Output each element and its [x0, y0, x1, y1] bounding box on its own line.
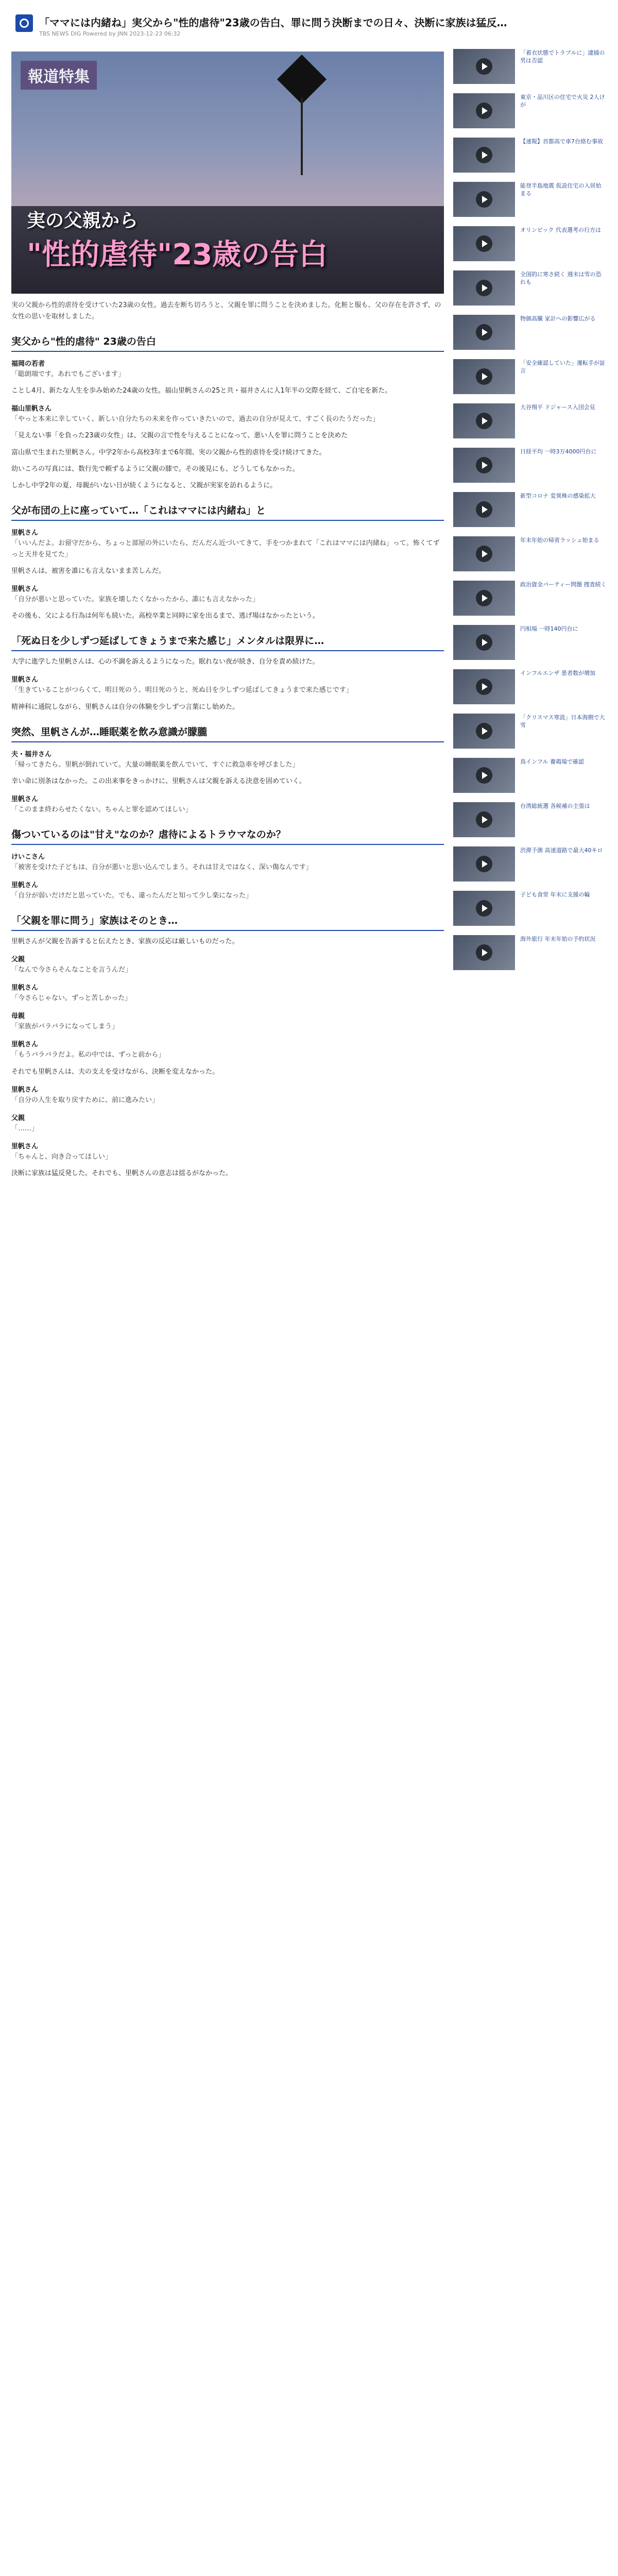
play-icon: [476, 58, 492, 75]
quote-text: 「もうバラバラだよ。私の中では、ずっと前から」: [11, 1051, 165, 1059]
video-thumbnail[interactable]: [453, 359, 515, 394]
video-title-link[interactable]: オリンピック 代表選考の行方は: [520, 227, 602, 233]
play-icon: [476, 856, 492, 872]
sign-pole: [301, 98, 303, 175]
video-thumbnail[interactable]: [453, 758, 515, 793]
video-title-link[interactable]: 東京・品川区の住宅で火災 2人けが: [520, 94, 605, 109]
video-thumbnail[interactable]: [453, 846, 515, 882]
news-logo[interactable]: [15, 14, 33, 32]
video-title-link[interactable]: 子ども食堂 年末に支援の輪: [520, 891, 590, 898]
video-list-item[interactable]: [453, 93, 608, 133]
paragraph: 決断に家族は猛反発した。それでも、里帆さんの意志は揺るがなかった。: [11, 1169, 233, 1177]
video-list-item[interactable]: [453, 891, 608, 931]
video-title-link[interactable]: 円相場 一時140円台に: [520, 625, 578, 632]
play-icon: [476, 235, 492, 252]
paragraph: ことし4月、新たな人生を歩み始めた24歳の女性。福山里帆さんの25と共・福井さんに人1年半の交際を経て、ご自宅を新た。: [11, 387, 392, 395]
section-heading: 父が布団の上に座っていて…「これはママには内緒ね」と: [11, 503, 444, 521]
play-icon: [476, 413, 492, 429]
article-main: [11, 52, 444, 1184]
paragraph: 大学に進学した里帆さんは、心の不調を訴えるようになった。眠れない夜が続き、自分を責め続けた。: [11, 658, 319, 666]
video-title-link[interactable]: 能登半島地震 仮設住宅の入居始まる: [520, 182, 602, 197]
paragraph: その後も、父による行為は何年も続いた。高校卒業と同時に家を出るまで、逃げ場はなかったという。: [11, 612, 319, 620]
video-list-item[interactable]: [453, 226, 608, 266]
paragraph: 幸い命に別条はなかった。この出来事をきっかけに、里帆さんは父親を訴える決意を固めていく。: [11, 777, 306, 785]
speaker-name: 里帆さん: [11, 984, 39, 992]
quote-text: 「このまま終わらせたくない。ちゃんと罪を認めてほしい」: [11, 805, 192, 814]
quote-text: 「聡朗端です。あれでもございます」: [11, 370, 125, 379]
video-list-item[interactable]: [453, 270, 608, 311]
play-icon: [476, 147, 492, 163]
hero-image[interactable]: [11, 52, 444, 294]
quote-text: 「自分が悪いと思っていた。家族を壊したくなかったから、誰にも言えなかった」: [11, 596, 260, 604]
play-icon: [476, 324, 492, 341]
video-title-link[interactable]: インフルエンザ 患者数が増加: [520, 670, 596, 676]
video-title-link[interactable]: 日経平均 一時3万4000円台に: [520, 448, 597, 455]
video-title-link[interactable]: 政治資金パーティー問題 捜査続く: [520, 581, 607, 588]
speaker-name: 里帆さん: [11, 676, 39, 684]
article-sections: [11, 334, 444, 1179]
quote-text: 「生きていることがつらくて、明日死のう、明日死のうと、死ぬ日を少しずつ延ばしてきょうまで来た感じです」: [11, 686, 353, 694]
quote-text: 「自分が弱いだけだと思っていた。でも、違ったんだと知って少し楽になった」: [11, 891, 253, 900]
video-list-item[interactable]: [453, 935, 608, 975]
section-heading: 実父から"性的虐待" 23歳の告白: [11, 334, 444, 352]
speaker-name: 里帆さん: [11, 1041, 39, 1049]
paragraph: 里帆さんは、被害を誰にも言えないまま苦しんだ。: [11, 567, 166, 575]
article-intro: 実の父親から性的虐待を受けていた23歳の女性。過去を断ち切ろうと、父親を罪に問うことを決めました。化粧と服も、父の存在を許さず、の女性の思いを取材しました。: [11, 301, 441, 321]
video-list-item[interactable]: [453, 182, 608, 222]
play-icon: [476, 457, 492, 473]
speaker-name: 母親: [11, 1012, 25, 1021]
play-icon: [476, 767, 492, 784]
quote-text: 「いいんだよ。お留守だから、ちょっと部屋の外にいたら、だんだん近づいてきて、手をつかまれて「これはママには内緒ね」って。怖くてずっと天井を見てた」: [11, 539, 440, 558]
play-icon: [476, 900, 492, 917]
video-thumbnail[interactable]: [453, 403, 515, 438]
video-thumbnail[interactable]: [453, 448, 515, 483]
video-thumbnail[interactable]: [453, 714, 515, 749]
video-thumbnail[interactable]: [453, 49, 515, 84]
play-icon: [476, 944, 492, 961]
speaker-name: 里帆さん: [11, 1142, 39, 1150]
article-header: [15, 14, 603, 45]
paragraph: 幼いころの写真には、数行先で頼ずるように父親の膝で。その後見にも、どうしてもなかった。: [11, 465, 299, 473]
video-list-item[interactable]: [453, 625, 608, 665]
video-list-item[interactable]: [453, 846, 608, 887]
speaker-name: 父親: [11, 1114, 25, 1122]
play-icon: [476, 103, 492, 119]
speaker-name: 里帆さん: [11, 795, 39, 803]
video-thumbnail[interactable]: [453, 226, 515, 261]
play-icon: [476, 679, 492, 695]
quote-text: 「なんで今さらそんなことを言うんだ」: [11, 966, 132, 974]
video-thumbnail[interactable]: [453, 492, 515, 527]
video-list-item[interactable]: [453, 138, 608, 178]
video-thumbnail[interactable]: [453, 669, 515, 704]
video-list-item[interactable]: [453, 49, 608, 89]
speaker-name: 里帆さん: [11, 585, 39, 594]
video-thumbnail[interactable]: [453, 270, 515, 306]
play-icon: [476, 191, 492, 208]
program-tag: 報道特集: [21, 61, 97, 90]
road-sign: [277, 55, 327, 104]
quote-text: 「自分の人生を取り戻すために、前に進みたい」: [11, 1096, 159, 1104]
hero-caption-1: 実の父親から: [27, 210, 139, 231]
paragraph: しかし中学2年の夏、母親がいない日が続くようになると、父親が実家を訪れるように。: [11, 481, 277, 489]
video-title-link[interactable]: 物価高騰 家計への影響広がる: [520, 315, 596, 322]
paragraph: それでも里帆さんは、夫の支えを受けながら、決断を変えなかった。: [11, 1067, 219, 1076]
video-list-item[interactable]: [453, 492, 608, 532]
video-list-item[interactable]: [453, 758, 608, 798]
play-icon: [476, 546, 492, 562]
paragraph: 「見えない事「を負った23歳の女性」は、父親の言で性を与えることになって、悪い人を罪に問うことを決めた: [11, 432, 348, 440]
article-meta: TBS NEWS DIG Powered by JNN 2023-12-23 06:32: [39, 30, 181, 37]
speaker-name: 里帆さん: [11, 529, 39, 537]
video-title-link[interactable]: 「安全確認していた」運転手が証言: [520, 360, 605, 375]
play-icon: [476, 501, 492, 518]
play-icon: [476, 368, 492, 385]
speaker-name: けいこさん: [11, 853, 45, 861]
play-icon: [476, 590, 492, 606]
video-title-link[interactable]: 新型コロナ 変異株の感染拡大: [520, 493, 596, 499]
speaker-name: 里帆さん: [11, 1086, 39, 1094]
video-list-item[interactable]: [453, 802, 608, 842]
play-icon: [476, 811, 492, 828]
video-title-link[interactable]: 渋滞予測 高速道路で最大40キロ: [520, 847, 603, 854]
paragraph: 富山県で生まれた里帆さん。中学2年から高校3年まで6年間、実の父親から性的虐待を受け続けてきた。: [11, 448, 326, 456]
video-thumbnail[interactable]: [453, 138, 515, 173]
section-heading: 「父親を罪に問う」家族はそのとき…: [11, 913, 444, 931]
video-title-link[interactable]: 台湾総統選 各候補の主張は: [520, 803, 590, 809]
quote-text: 「やっと本来に幸していく、新しい自分たちの未来を作っていきたいので、過去の自分が見えて、すごく長のたうだった」: [11, 415, 380, 423]
video-thumbnail[interactable]: [453, 891, 515, 926]
video-list-item[interactable]: [453, 669, 608, 709]
video-title-link[interactable]: 「クリスマス寒波」日本海側で大雪: [520, 714, 605, 729]
video-thumbnail[interactable]: [453, 935, 515, 970]
video-thumbnail[interactable]: [453, 93, 515, 128]
video-title-link[interactable]: 年末年始の帰省ラッシュ始まる: [520, 537, 599, 544]
video-title-link[interactable]: 全国的に寒さ続く 週末は雪の恐れも: [520, 271, 602, 286]
paragraph: 精神科に通院しながら、里帆さんは自分の体験を少しずつ言葉にし始めた。: [11, 703, 239, 711]
paragraph: 里帆さんが父親を告訴すると伝えたとき、家族の反応は厳しいものだった。: [11, 938, 239, 946]
video-list-item[interactable]: [453, 536, 608, 577]
video-thumbnail[interactable]: [453, 315, 515, 350]
video-title-link[interactable]: 【速報】首都高で車7台絡む事故: [520, 138, 603, 145]
quote-text: 「今さらじゃない。ずっと苦しかった」: [11, 994, 132, 1003]
video-title-link[interactable]: 海外旅行 年末年始の予約状況: [520, 936, 596, 942]
video-title-link[interactable]: 大谷翔平 ドジャース入団会見: [520, 404, 595, 411]
speaker-name: 里帆さん: [11, 881, 39, 889]
video-thumbnail[interactable]: [453, 581, 515, 616]
speaker-name: 父親: [11, 956, 25, 964]
speaker-name: 夫・福井さん: [11, 750, 52, 758]
video-list-item[interactable]: [453, 315, 608, 355]
section-heading: 突然、里帆さんが…睡眠薬を飲み意識が朦朧: [11, 724, 444, 742]
section-heading: 傷ついているのは"甘え"なのか？虐待によるトラウマなのか？: [11, 827, 444, 845]
play-icon: [476, 634, 492, 651]
play-icon: [476, 280, 492, 296]
video-list-item[interactable]: [453, 714, 608, 754]
quote-text: 「ちゃんと、向き合ってほしい」: [11, 1153, 112, 1161]
quote-text: 「帰ってきたら、里帆が倒れていて。大量の睡眠薬を飲んでいて、すぐに救急車を呼びました」: [11, 760, 299, 769]
video-title-link[interactable]: 「着衣状態でトラブルに」逮捕の男は否認: [520, 49, 605, 64]
video-list-item[interactable]: [453, 448, 608, 488]
video-title-link[interactable]: 鳥インフル 養鶏場で確認: [520, 758, 585, 765]
speaker-name: 福山里帆さん: [11, 405, 52, 413]
quote-text: 「家族がバラバラになってしまう」: [11, 1023, 119, 1031]
video-list-item[interactable]: [453, 581, 608, 621]
quote-text: 「被害を受けた子どもは、自分が悪いと思い込んでしまう。それは甘えではなく、深い傷なんです」: [11, 863, 313, 871]
video-thumbnail[interactable]: [453, 182, 515, 217]
video-thumbnail[interactable]: [453, 625, 515, 660]
video-list-item[interactable]: [453, 403, 608, 444]
section-heading: 「死ぬ日を少しずつ延ばしてきょうまで来た感じ」メンタルは限界に…: [11, 633, 444, 651]
quote-text: 「……」: [11, 1124, 39, 1132]
play-icon: [476, 723, 492, 739]
page-title: 「ママには内緒ね」実父から"性的虐待"23歳の告白、罪に問う決断までの日々、決断に家族は猛反…: [39, 16, 507, 29]
related-videos: [453, 49, 608, 979]
video-list-item[interactable]: [453, 359, 608, 399]
video-thumbnail[interactable]: [453, 536, 515, 571]
speaker-name: 福岡の若者: [11, 360, 45, 368]
video-thumbnail[interactable]: [453, 802, 515, 837]
hero-caption-2: "性的虐待"23歳の告白: [27, 238, 328, 272]
